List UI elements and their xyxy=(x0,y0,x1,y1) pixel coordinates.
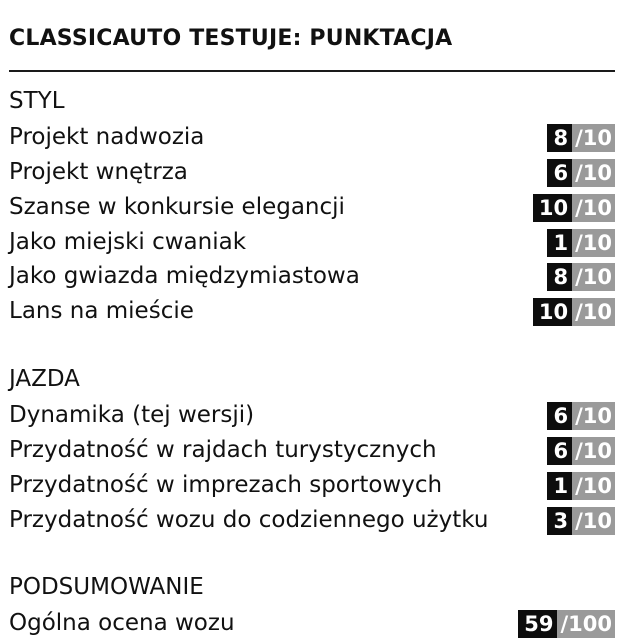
score-max: /10 xyxy=(572,507,615,535)
score-max: /10 xyxy=(572,263,615,291)
score-max: /10 xyxy=(572,402,615,430)
score-row xyxy=(9,470,615,500)
score-row xyxy=(9,157,615,187)
row-label: Przydatność w imprezach sportowych xyxy=(9,472,443,498)
score-value: 8 xyxy=(547,263,572,291)
score-max: /10 xyxy=(572,194,615,222)
row-label: Przydatność wozu do codziennego użytku xyxy=(9,507,489,533)
row-label: Jako gwiazda międzymiastowa xyxy=(9,263,360,289)
row-label: Projekt wnętrza xyxy=(9,159,188,185)
score-row xyxy=(9,192,615,222)
score-value: 3 xyxy=(547,507,572,535)
score-badge xyxy=(547,507,615,535)
score-badge xyxy=(547,124,615,152)
score-max: /10 xyxy=(572,472,615,500)
section-heading-podsumowanie: PODSUMOWANIE xyxy=(9,574,204,600)
title-divider xyxy=(9,70,615,72)
score-badge xyxy=(547,437,615,465)
score-max: /100 xyxy=(557,610,615,638)
score-row xyxy=(9,505,615,535)
section-heading-jazda: JAZDA xyxy=(9,366,80,392)
row-label: Projekt nadwozia xyxy=(9,124,205,150)
row-label: Dynamika (tej wersji) xyxy=(9,402,255,428)
score-max: /10 xyxy=(572,159,615,187)
score-badge xyxy=(547,263,615,291)
row-label: Lans na mieście xyxy=(9,298,194,324)
score-badge xyxy=(547,229,615,257)
score-value: 10 xyxy=(533,298,572,326)
score-max: /10 xyxy=(572,437,615,465)
score-row xyxy=(9,296,615,326)
score-badge xyxy=(518,610,615,638)
score-max: /10 xyxy=(572,124,615,152)
row-label: Ogólna ocena wozu xyxy=(9,610,235,636)
score-badge xyxy=(547,159,615,187)
score-badge xyxy=(547,472,615,500)
score-badge xyxy=(547,402,615,430)
row-label: Szanse w konkursie elegancji xyxy=(9,194,345,220)
score-row xyxy=(9,400,615,430)
row-label: Przydatność w rajdach turystycznych xyxy=(9,437,437,463)
score-value: 59 xyxy=(518,610,557,638)
score-row xyxy=(9,435,615,465)
score-value: 10 xyxy=(533,194,572,222)
section-heading-styl: STYL xyxy=(9,88,65,114)
row-label: Jako miejski cwaniak xyxy=(9,229,247,255)
score-value: 6 xyxy=(547,402,572,430)
score-badge xyxy=(533,298,615,326)
score-value: 1 xyxy=(547,229,572,257)
score-value: 6 xyxy=(547,437,572,465)
score-max: /10 xyxy=(572,229,615,257)
score-value: 1 xyxy=(547,472,572,500)
page-title: CLASSICAUTO TESTUJE: PUNKTACJA xyxy=(9,26,453,51)
score-max: /10 xyxy=(572,298,615,326)
score-row xyxy=(9,227,615,257)
score-value: 8 xyxy=(547,124,572,152)
score-row-total xyxy=(9,608,615,638)
score-row xyxy=(9,122,615,152)
score-value: 6 xyxy=(547,159,572,187)
score-row xyxy=(9,261,615,291)
score-badge xyxy=(533,194,615,222)
